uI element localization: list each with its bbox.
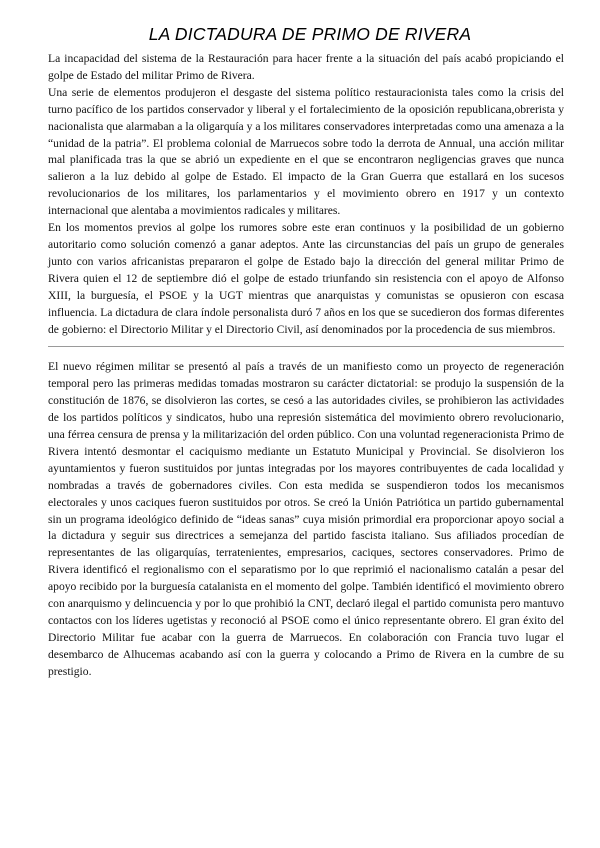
paragraph-coup: En los momentos previos al golpe los rumores sobre este eran continuos y la posibilidad de un gobierno autoritario como solución comenzó a ganar adeptos. Ante las circunstancias del país un grupo de generales junto con varios africanistas prepararon el golpe de Estado bajo la dirección del general militar Primo de Rivera quien el 12 de septiembre dió el golpe de estado triunfando sin resistencia con el apoyo de Alfonso XIII, la burguesía, el PSOE y la UGT mientras que anarquistas y comunistas se opusieron con escasa influencia. La dictadura de clara índole personalista duró 7 años en los que se sucedieron dos formas diferentes de gobierno: el Directorio Militar y el Directorio Civil, así denominados por la procedencia de sus miembros. (48, 221, 564, 336)
paragraph-causes: Una serie de elementos produjeron el desgaste del sistema político restauracionista tales como la crisis del turno pacífico de los partidos conservador y liberal y el fortalecimiento de la oposición republicana,obrerista y nacionalista que alarmaban a la oligarquía y a los militares conservadores interpretadas como una amenaza a la “unidad de la patria”. El problema colonial de Marruecos sobre todo la derrota de Annual, una acción militar mal planificada tras la que se abrió un expediente en el que se encontraron negligencias graves que nunca salieron a la luz debido al golpe de Estado. El impacto de la Gran Guerra que estallará en los sucesos revolucionarios de los militares, los parlamentarios y el movimiento obrero en 1917 y un contexto internacional que alentaba a movimientos radicales y militares. (48, 85, 564, 218)
paragraph-intro: La incapacidad del sistema de la Restauración para hacer frente a la situación del país acabó propiciando el golpe de Estado del militar Primo de Rivera. (48, 52, 564, 82)
paragraph-military-directory: El nuevo régimen militar se presentó al país a través de un manifiesto como un proyecto de regeneración temporal pero las primeras medidas tomadas mostraron su carácter dictatorial: se produjo la suspensión de la constitución de 1876, se disolvieron las cortes, se cesó a las autoridades civiles, se prohibieron las actividades de los partidos políticos y sindicatos, hubo una represión sistemática del movimiento obrero revolucionario, una férrea censura de prensa y la militarización del orden público. Con una voluntad regeneracionista Primo de Rivera intentó desmontar el caciquismo mediante un Estatuto Municipal y Provincial. Se disolvieron los ayuntamientos y fueron sustituidos por juntas integradas por los mayores contribuyentes de cada localidad y nombradas a través de gobernadores civiles. Con esta medida se suspendieron todos los mecanismos electorales y unos caciques fueron sustituidos por otros. Se creó la Unión Patriótica un partido gubernamental sin un programa ideológico definido de “ideas sanas” cuya misión primordial era proporcionar apoyo social a la dictadura y seguir sus directrices a semejanza del partido fascista italiano. Sus afiliados procedían de representantes de las oligarquías, terratenientes, empresarios, caciques, sectores conservadores. Primo de Rivera identificó el regionalismo con el separatismo por lo que reprimió el nacionalismo catalán a pesar del apoyo recibido por la burguesía catalanista en el momento del golpe. También identificó el movimiento obrero con anarquismo y delincuencia y por lo que prohibió la CNT, declaró ilegal el partido comunista pero mantuvo contactos con los líderes ugetistas y reconoció al PSOE como el único representante obrero. El gran éxito del Directorio Militar fue acabar con la guerra de Marruecos. En colaboración con Francia tuvo lugar el desembarco de Alhucemas acabando así con la guerra y colocando a Primo de Rivera en la cumbre de su prestigio. (48, 360, 564, 678)
section-divider (48, 346, 564, 347)
page-title: LA DICTADURA DE PRIMO DE RIVERA (148, 24, 472, 44)
